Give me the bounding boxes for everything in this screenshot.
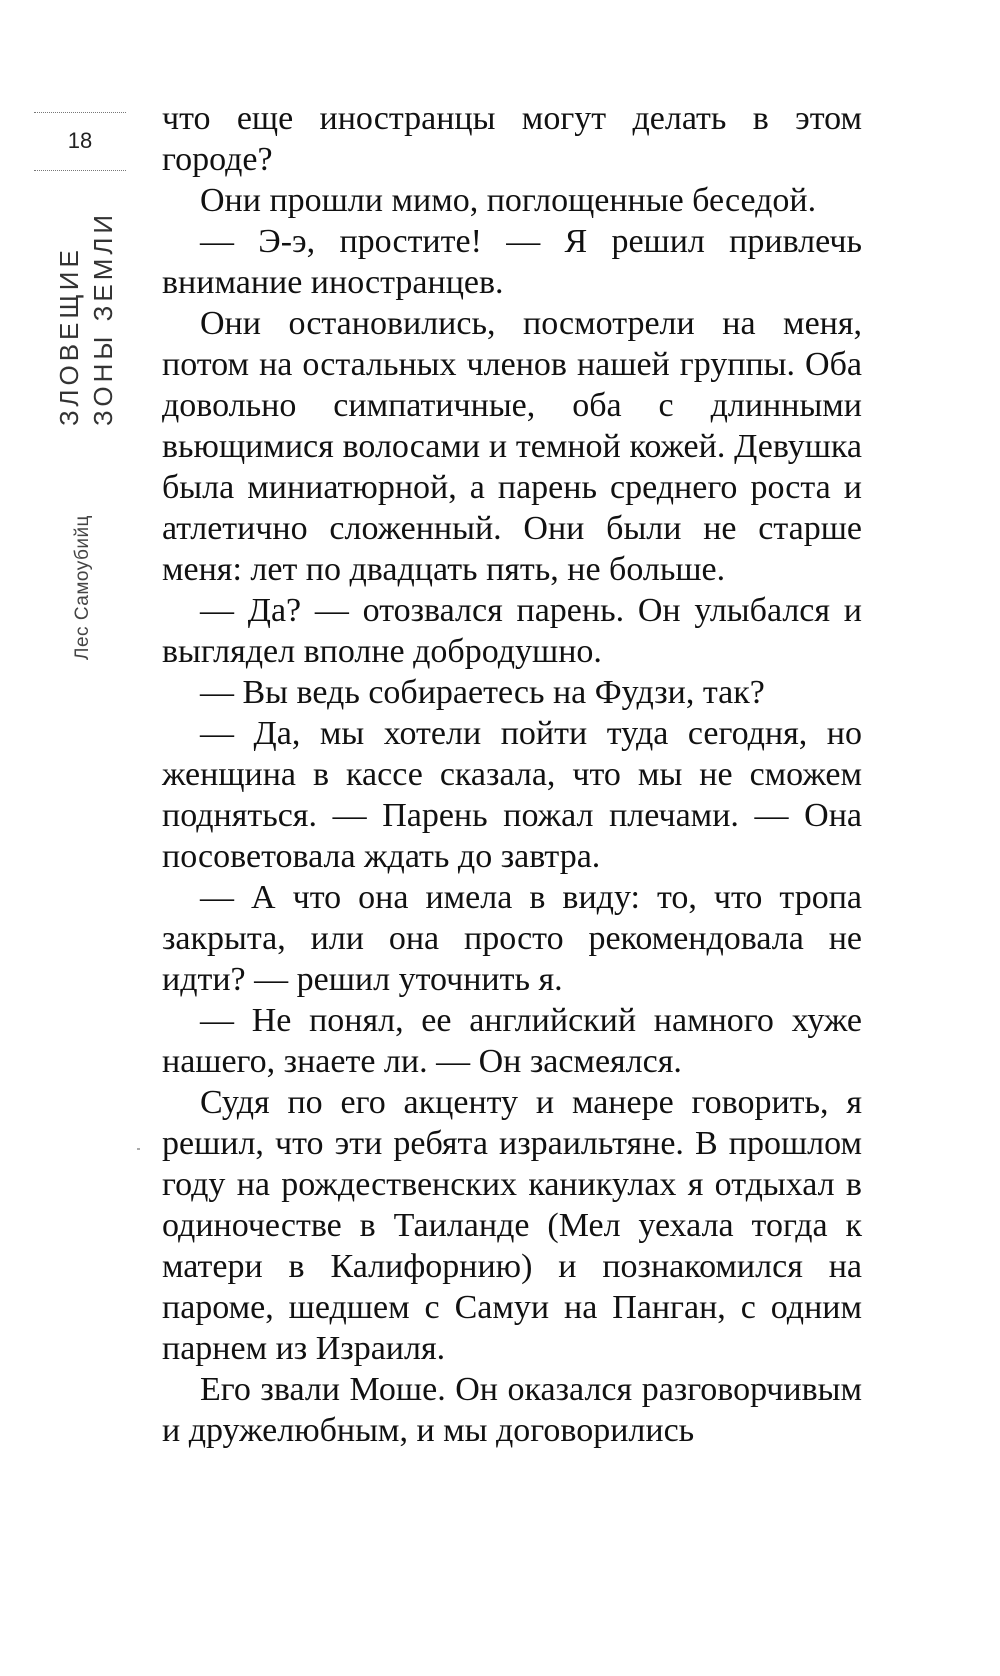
page-number-rule-top <box>34 112 126 113</box>
running-header-rotated <box>52 211 120 660</box>
body-text <box>162 98 862 1451</box>
running-title-line-1: ЗЛОВЕЩИЕ <box>54 246 84 426</box>
paragraph: — Да, мы хотели пойти туда сегодня, но женщина в кассе сказала, что мы не сможем подняться. — Парень пожал плечами. — Она посоветовала ждать до завтра. <box>162 715 862 875</box>
paragraph: что еще иностранцы могут делать в этом городе? <box>162 100 862 178</box>
paragraph: — Э-э, простите! — Я решил привлечь внимание иностранцев. <box>162 223 862 301</box>
paragraph: Они прошли мимо, поглощенные беседой. <box>200 182 817 219</box>
paragraph: Судя по его акценту и манере говорить, я решил, что эти ребята израильтяне. В прошлом году на рождественских каникулах я отдыхал в одиночестве в Таиланде (Мел уехала тогда к матери в Калифорнию) и познакомился на пароме, шедшем с Самуи на Панган, с одним парнем из Израиля. <box>162 1084 862 1367</box>
running-author: Лес Самоубийц <box>72 515 93 660</box>
running-title-line-2: ЗОНЫ ЗЕМЛИ <box>88 210 118 426</box>
paragraph: Они остановились, посмотрели на меня, потом на остальных членов нашей группы. Оба довольно симпатичные, оба с длинными вьющимися волосами и темной кожей. Девушка была миниатюрной, а парень среднего роста и атлетично сложенный. Они были не старше меня: лет по двадцать пять, не больше. <box>162 305 862 588</box>
page-number: 18 <box>67 128 93 153</box>
paragraph: — Не понял, ее английский намного хуже нашего, знаете ли. — Он засмеялся. <box>162 1002 862 1080</box>
print-speck <box>137 1148 140 1150</box>
page-number-rule-bottom <box>34 170 126 171</box>
paragraph: — Да? — отозвался парень. Он улыбался и выглядел вполне добродушно. <box>162 592 862 670</box>
paragraph: Его звали Моше. Он оказался разговорчивым и дружелюбным, и мы договорились <box>162 1371 862 1449</box>
paragraph: — Вы ведь собираетесь на Фудзи, так? <box>200 674 765 711</box>
running-title <box>52 211 120 426</box>
paragraph: — А что она имела в виду: то, что тропа закрыта, или она просто рекомендовала не идти? — решил уточнить я. <box>162 879 862 998</box>
